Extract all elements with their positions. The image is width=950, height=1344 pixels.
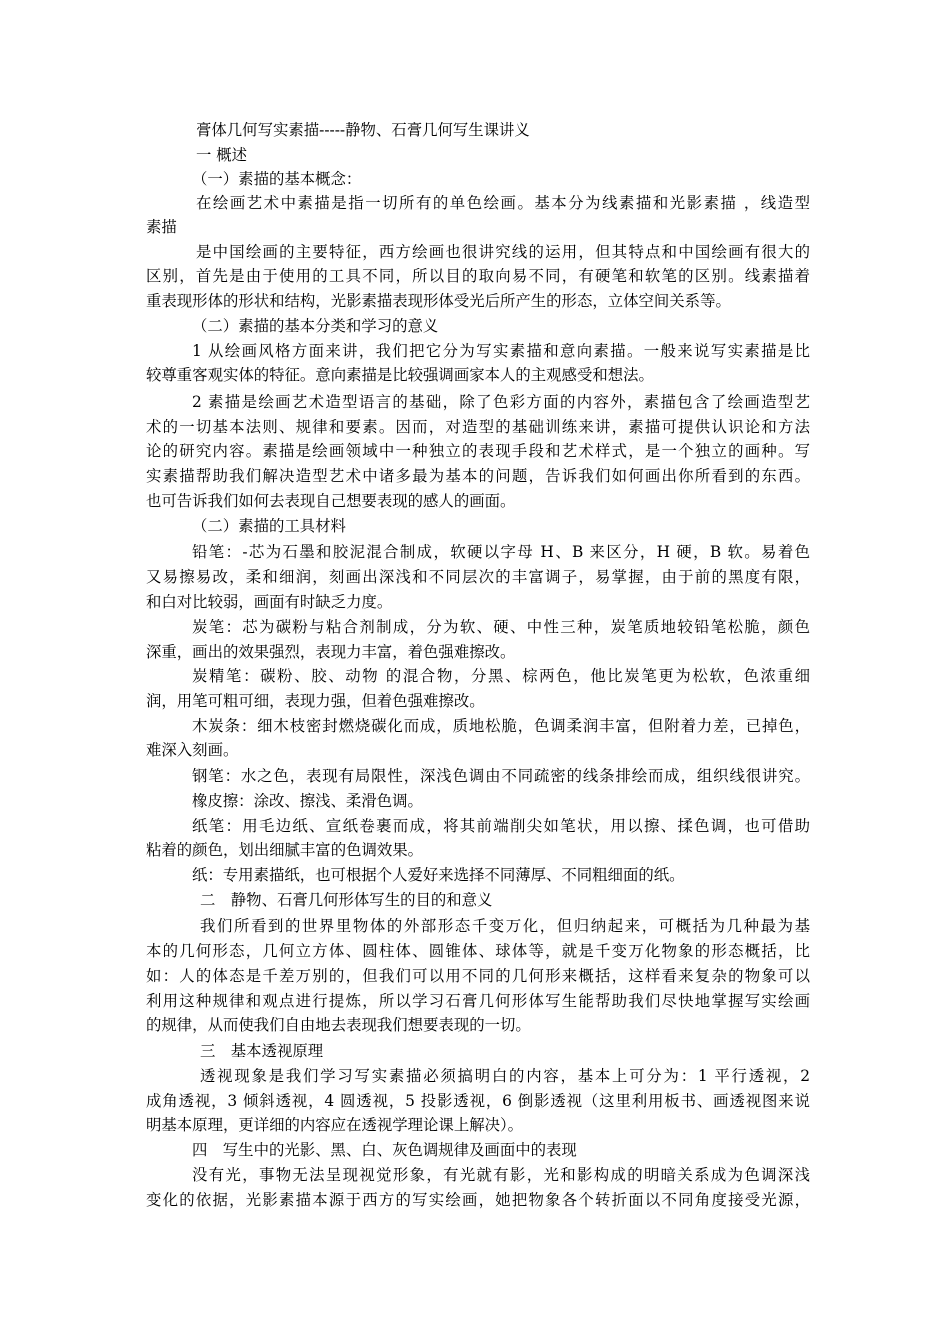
paragraph-line: 如：人的体态是千差万别的，但我们可以用不同的几何形来概括，这样看来复杂的物象可以 [146,967,810,985]
document-title: 膏体几何写实素描-----静物、石膏几何写生课讲义 [196,121,530,139]
paragraph-line: 重表现形体的形状和结构，光影素描表现形体受光后所产生的形态，立体空间关系等。 [146,292,731,310]
section-heading: 四 写生中的光影、黑、白、灰色调规律及画面中的表现 [192,1141,577,1159]
paragraph-line: 纸：专用素描纸，也可根据个人爱好来选择不同薄厚、不同粗细面的纸。 [192,866,685,884]
paragraph-line: 我们所看到的世界里物体的外部形态千变万化，但归纳起来，可概括为几种最为基 [200,917,810,935]
paragraph-line: 铅笔：-芯为石墨和胶泥混合制成，软硬以字母 H、B 来区分，H 硬，B 软。易着色 [192,543,810,561]
section-heading: 三 基本透视原理 [200,1042,324,1060]
section-heading: 二 静物、石膏几何形体写生的目的和意义 [200,891,493,909]
paragraph-line: 的规律，从而使我们自由地去表现我们想要表现的一切。 [146,1016,531,1034]
subsection-heading: （二）素描的工具材料 [192,517,346,535]
paragraph-line: 区别，首先是由于使用的工具不同，所以目的取向易不同，有硬笔和软笔的区别。线素描着 [146,267,810,285]
paragraph-line: 1 从绘画风格方面来讲，我们把它分为写实素描和意向素描。一般来说写实素描是比 [192,342,810,360]
paragraph-line: 变化的依据，光影素描本源于西方的写实绘画，她把物象各个转折面以不同角度接受光源， [146,1191,810,1209]
paragraph-line: 橡皮擦：涂改、擦浅、柔滑色调。 [192,792,423,810]
paragraph-line: 纸笔：用毛边纸、宣纸卷裹而成，将其前端削尖如笔状，用以擦、揉色调，也可借助 [192,817,810,835]
paragraph-line: 也可告诉我们如何去表现自己想要表现的感人的画面。 [146,492,516,510]
paragraph-line: 是中国绘画的主要特征，西方绘画也很讲究线的运用，但其特点和中国绘画有很大的 [196,243,810,261]
paragraph-line: 在绘画艺术中素描是指一切所有的单色绘画。基本分为线素描和光影素描 ，线造型 [196,194,810,212]
paragraph-line: 成角透视，3 倾斜透视，4 圆透视，5 投影透视，6 倒影透视（这里利用板书、画透视图来说 [146,1092,810,1110]
paragraph-line: 术的一切基本法则、规律和要素。因而，对造型的基础训练来讲，素描可提供认识论和方法 [146,418,810,436]
paragraph-line: 没有光，事物无法呈现视觉形象，有光就有影，光和影构成的明暗关系成为色调深浅 [192,1166,810,1184]
paragraph-line: 论的研究内容。素描是绘画领域中一种独立的表现手段和艺术样式，是一个独立的画种。写 [146,442,810,460]
paragraph-line: 润，用笔可粗可细，表现力强，但着色强难擦改。 [146,692,485,710]
subsection-heading: （一）素描的基本概念： [192,170,362,188]
paragraph-line: 深重，画出的效果强烈，表现力丰富，着色强难擦改。 [146,643,516,661]
paragraph-line: 和白对比较弱，画面有时缺乏力度。 [146,593,393,611]
paragraph-line: 又易擦易改，柔和细润，刻画出深浅和不同层次的丰富调子，易掌握，由于前的黑度有限， [146,568,810,586]
paragraph-line: 较尊重客观实体的特征。意向素描是比较强调画家本人的主观感受和想法。 [146,366,654,384]
paragraph-line: 木炭条：细木枝密封燃烧碳化而成，质地松脆，色调柔润丰富，但附着力差，已掉色， [192,717,810,735]
subsection-heading: （二）素描的基本分类和学习的意义 [192,317,439,335]
paragraph-line: 钢笔：水之色，表现有局限性，深浅色调由不同疏密的线条排绘而成，组织线很讲究。 [192,767,810,785]
paragraph-line: 2 素描是绘画艺术造型语言的基础，除了色彩方面的内容外，素描包含了绘画造型艺 [192,393,810,411]
paragraph-line: 难深入刻画。 [146,741,239,759]
paragraph-line: 利用这种规律和观点进行提炼，所以学习石膏几何形体写生能帮助我们尽快地掌握写实绘画 [146,992,810,1010]
paragraph-line: 透视现象是我们学习写实素描必须搞明白的内容，基本上可分为：1 平行透视，2 [200,1067,810,1085]
paragraph-line: 粘着的颜色，划出细腻丰富的色调效果。 [146,841,424,859]
paragraph-line: 实素描帮助我们解决造型艺术中诸多最为基本的问题，告诉我们如何画出你所看到的东西。 [146,467,810,485]
paragraph-line: 素描 [146,218,177,236]
paragraph-line: 炭精笔：碳粉、胶、动物 的混合物，分黑、棕两色，他比炭笔更为松软，色浓重细 [192,667,810,685]
paragraph-line: 炭笔：芯为碳粉与粘合剂制成，分为软、硬、中性三种，炭笔质地较铅笔松脆，颜色 [192,618,810,636]
section-heading: 一 概述 [196,146,248,164]
paragraph-line: 本的几何形态，几何立方体、圆柱体、圆锥体、球体等，就是千变万化物象的形态概括，比 [146,942,810,960]
paragraph-line: 明基本原理，更详细的内容应在透视学理论课上解决）。 [146,1116,524,1134]
